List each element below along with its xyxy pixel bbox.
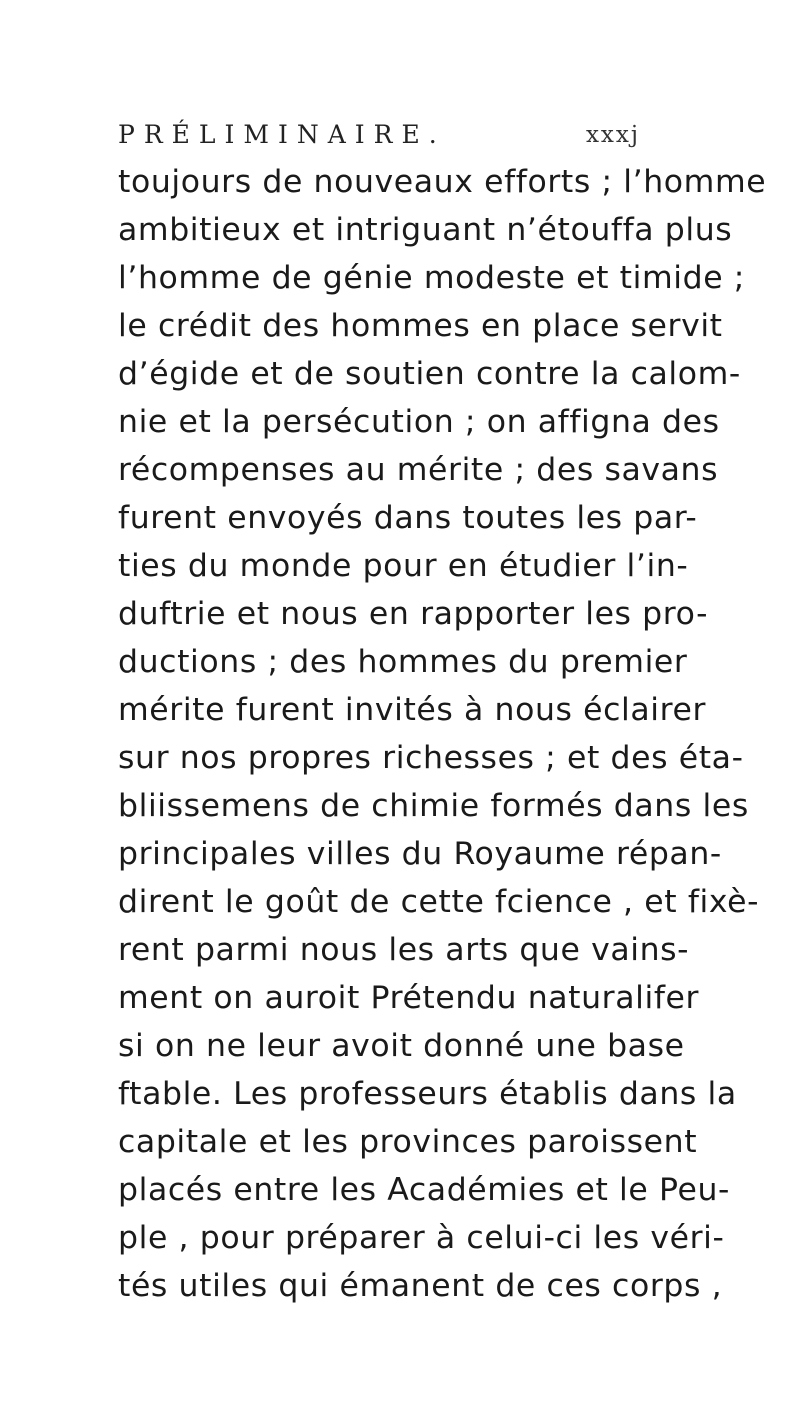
text-line: mérite furent invités à nous éclairer [118,692,707,728]
text-line: tés utiles qui émanent de ces corps , [118,1268,723,1304]
text-line: nie et la persécution ; on affigna des [118,404,720,440]
running-head-title: PRÉLIMINAIRE. [118,120,446,149]
text-line: l’homme de génie modeste et timide ; [118,260,746,296]
text-line: dirent le goût de cette fcience , et fixè- [118,884,760,920]
text-line: duftrie et nous en rapporter les pro- [118,596,709,632]
text-line: le crédit des hommes en place servit [118,308,723,344]
text-line: furent envoyés dans toutes les par- [118,500,698,536]
text-line: si on ne leur avoit donné une base [118,1028,685,1064]
text-line: principales villes du Royaume répan- [118,836,722,872]
text-line: toujours de nouveaux efforts ; l’homme [118,164,767,200]
text-line: ple , pour préparer à celui-ci les véri- [118,1220,725,1256]
text-line: ties du monde pour en étudier l’in- [118,548,689,584]
text-line: ment on auroit Prétendu naturalifer [118,980,700,1016]
text-line: ductions ; des hommes du premier [118,644,688,680]
text-line: ftable. Les professeurs établis dans la [118,1076,737,1112]
text-line: ambitieux et intriguant n’étouffa plus [118,212,733,248]
text-line: rent parmi nous les arts que vains- [118,932,690,968]
text-line: capitale et les provinces paroissent [118,1124,698,1160]
running-head [118,120,638,150]
text-line: récompenses au mérite ; des savans [118,452,719,488]
body-text [118,158,767,1310]
text-line: placés entre les Académies et le Peu- [118,1172,730,1208]
text-line: bliissemens de chimie formés dans les [118,788,749,824]
text-line: sur nos propres richesses ; et des éta- [118,740,744,776]
text-line: d’égide et de soutien contre la calom- [118,356,741,392]
page-number: xxxj [585,122,640,148]
